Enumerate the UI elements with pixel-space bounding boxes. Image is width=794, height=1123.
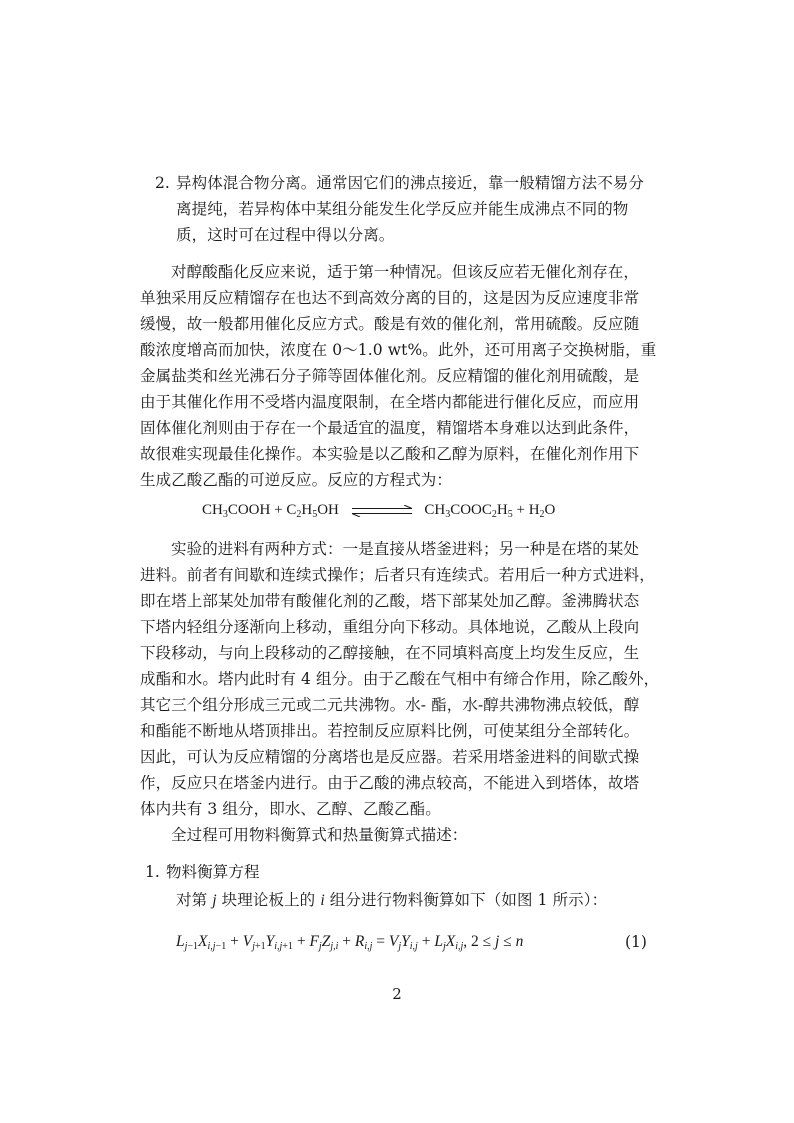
paragraph-line: 金属盐类和丝光沸石分子筛等固体催化剂。反应精馏的催化剂用硫酸，是 <box>140 367 640 385</box>
list-item-line: 异构体混合物分离。通常因它们的沸点接近，靠一般精馏方法不易分 <box>176 174 645 192</box>
paragraph-line: 固体催化剂则由于存在一个最适宜的温度，精馏塔本身难以达到此条件， <box>140 419 640 437</box>
paragraph-line: 由于其催化作用不受塔内温度限制，在全塔内都能进行催化反应，而应用 <box>140 393 640 411</box>
section-heading: 物料衡算方程 <box>166 863 260 881</box>
equilibrium-arrow-icon <box>351 505 413 517</box>
paragraph-line: 因此，可认为反应精馏的分离塔也是反应器。若采用塔釜进料的间歇式操 <box>140 748 640 766</box>
page-number: 2 <box>392 985 402 1003</box>
paragraph-line: 下段移动，与向上段移动的乙醇接触，在不同填料高度上均发生反应，生 <box>140 644 640 662</box>
paragraph-line: 故很难实现最佳化操作。本实验是以乙酸和乙醇为原料，在催化剂作用下 <box>140 445 640 463</box>
paragraph-line: 进料。前者有间歇和连续式操作；后者只有连续式。若用后一种方式进料， <box>140 566 655 584</box>
list-item-line: 离提纯，若异构体中某组分能发生化学反应并能生成沸点不同的物 <box>176 200 629 218</box>
paragraph-line: 对醇酸酯化反应来说，适于第一种情况。但该反应若无催化剂存在， <box>171 263 640 281</box>
paragraph-line: 其它三个组分形成三元或二元共沸物。水- 酯，水-醇共沸物沸点较低，醇 <box>140 696 640 714</box>
list-item-line: 质，这时可在过程中得以分离。 <box>176 226 395 244</box>
paragraph-line: 全过程可用物料衡算式和热量衡算式描述： <box>171 826 468 844</box>
reaction-equation: $CH_3COOH + C_2H_5OH$ $CH_3COOC_2H_5 + H_2O$ <box>202 502 556 520</box>
paragraph-line: 生成乙酸乙酯的可逆反应。反应的方程式为： <box>140 471 453 489</box>
paragraph-line: 即在塔上部某处加带有酸催化剂的乙酸，塔下部某处加乙醇。釜沸腾状态 <box>140 592 640 610</box>
paragraph-line: 体内共有 3 组分，即水、乙醇、乙酸乙酯。 <box>140 800 441 818</box>
material-balance-intro: 对第 j 块理论板上的 i 组分进行物料衡算如下（如图 1 所示）： <box>176 891 608 909</box>
paragraph-line: 酸浓度增高而加快，浓度在 0～1.0 wt%。此外，还可用离子交换树脂，重 <box>140 341 657 359</box>
paragraph-line: 作，反应只在塔釜内进行。由于乙酸的沸点较高，不能进入到塔体，故塔 <box>140 774 640 792</box>
paragraph-line: 实验的进料有两种方式：一是直接从塔釜进料；另一种是在塔的某处 <box>171 540 640 558</box>
paragraph-line: 单独采用反应精馏存在也达不到高效分离的目的，这是因为反应速度非常 <box>140 289 640 307</box>
list-number-1: 1. <box>145 863 160 881</box>
equation-number: (1) <box>625 933 647 951</box>
paragraph-line: 成酯和水。塔内此时有 4 组分。由于乙酸在气相中有缔合作用，除乙酸外， <box>140 670 660 688</box>
paragraph-line: 和酯能不断地从塔顶排出。若控制反应原料比例，可使某组分全部转化。 <box>140 722 640 740</box>
list-number-2: 2. <box>155 174 170 192</box>
paragraph-line: 缓慢，故一般都用催化反应方式。酸是有效的催化剂，常用硫酸。反应随 <box>140 315 640 333</box>
material-balance-equation: $L_{j-1}X_{i,j-1} + V_{j+1}Y_{i,j+1} + F_jZ_{j,i} + R_{i,j} = V_jY_{i,j} + L_jX_{i,j}$, 2 ≤ j ≤ n <box>176 933 524 952</box>
paragraph-line: 下塔内轻组分逐渐向上移动，重组分向下移动。具体地说，乙酸从上段向 <box>140 618 640 636</box>
